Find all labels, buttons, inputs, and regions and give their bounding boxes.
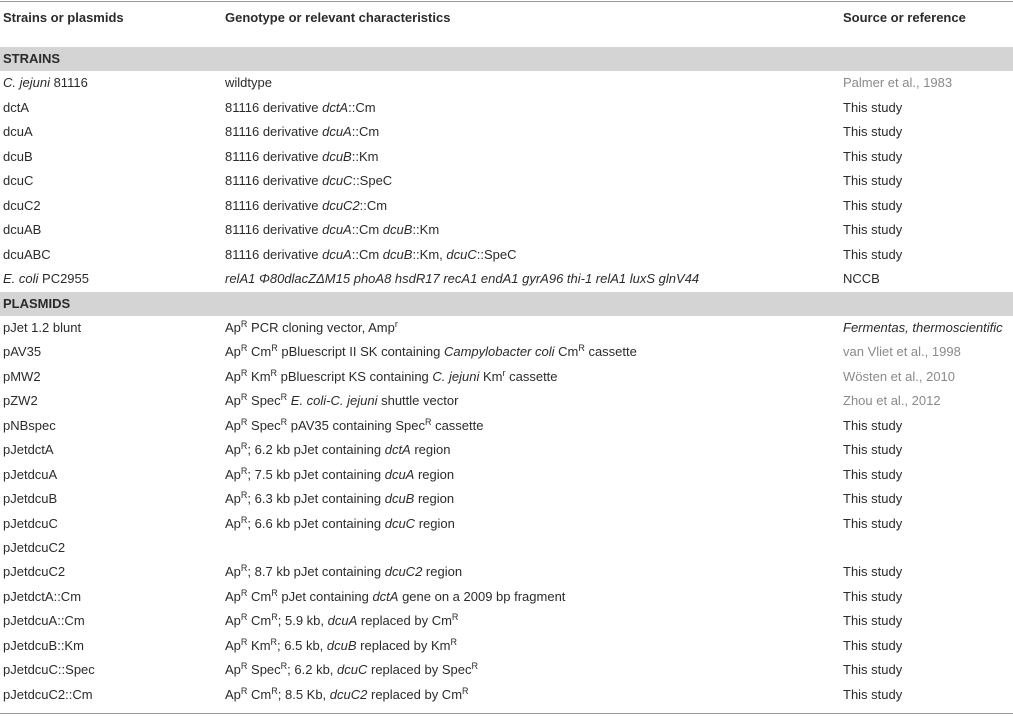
text-run: dcuB	[382, 246, 413, 262]
superscript: R	[240, 514, 248, 525]
strain-plasmid-cell	[3, 340, 41, 364]
text-run: ; 5.9 kb,	[277, 613, 328, 629]
table-row	[0, 316, 1013, 340]
table-header-row	[0, 6, 1013, 30]
table-bottom-rule	[0, 713, 1013, 714]
superscript: R	[240, 636, 248, 647]
text-run: This study	[843, 564, 903, 580]
text-run: Ap	[225, 613, 241, 629]
text-run: PC2955	[38, 271, 89, 287]
text-run: pAV35 containing Spec	[287, 417, 425, 433]
genotype-cell	[225, 267, 699, 291]
text-run: cassette	[431, 417, 484, 433]
text-run: Ap	[225, 662, 241, 678]
strain-plasmid-cell	[3, 414, 56, 438]
text-run: gene on a 2009 bp fragment	[398, 588, 566, 604]
text-run: C. jejuni	[432, 368, 480, 384]
strain-plasmid-cell	[3, 634, 84, 658]
text-run: shuttle vector	[377, 393, 459, 409]
superscript: R	[240, 490, 248, 501]
text-run: dcuA	[3, 124, 33, 140]
text-run: pJetdcuA::Cm	[3, 613, 85, 629]
strain-plasmid-cell	[3, 243, 51, 267]
text-run: dcuA	[322, 124, 352, 140]
text-run: This study	[843, 197, 903, 213]
genotype-cell	[225, 71, 272, 95]
text-run: Cm	[247, 686, 272, 702]
text-run: Ap	[225, 637, 241, 653]
source-cell	[843, 340, 961, 364]
text-run: Spec	[247, 393, 281, 409]
strain-plasmid-cell	[3, 585, 81, 609]
table-row	[0, 634, 1013, 658]
source-cell	[843, 414, 902, 438]
text-run: This study	[843, 613, 903, 629]
text-run: replaced by Cm	[357, 613, 452, 629]
strain-plasmid-cell	[3, 560, 65, 584]
text-run: Ap	[225, 564, 241, 580]
genotype-cell	[225, 634, 457, 658]
text-run: Ap	[225, 686, 241, 702]
text-run: This study	[843, 637, 903, 653]
source-cell	[843, 512, 902, 536]
text-run: dcuA	[384, 466, 415, 482]
source-cell	[843, 658, 902, 682]
strain-plasmid-cell	[3, 120, 33, 144]
genotype-cell	[225, 340, 637, 364]
genotype-cell	[225, 487, 454, 511]
text-run: dctA	[384, 442, 411, 458]
text-run: dctA	[3, 99, 30, 115]
text-run: This study	[843, 173, 903, 189]
superscript: R	[240, 587, 248, 598]
text-run: pJet containing	[277, 588, 373, 604]
superscript: R	[240, 685, 248, 696]
source-cell	[843, 120, 902, 144]
source-cell	[843, 218, 902, 242]
table-row	[0, 536, 1013, 560]
table-row	[0, 340, 1013, 364]
text-run: 81116 derivative	[225, 148, 323, 164]
text-run: C. jejuni	[3, 75, 50, 91]
text-run: Palmer et al., 1983	[843, 75, 953, 91]
table-row	[0, 243, 1013, 267]
source-cell	[843, 634, 902, 658]
text-run: dcuC2	[3, 197, 41, 213]
superscript: R	[240, 563, 248, 574]
text-run: E. coli-C. jejuni	[290, 393, 378, 409]
superscript: R	[240, 318, 248, 329]
text-run: Ap	[225, 515, 241, 531]
text-run: dctA	[372, 588, 399, 604]
text-run: dcuC2	[384, 564, 423, 580]
source-cell	[843, 438, 902, 462]
text-run: pJetdcuC2	[3, 564, 66, 580]
table-row	[0, 389, 1013, 413]
superscript: R	[462, 685, 469, 696]
table-row	[0, 438, 1013, 462]
superscript: R	[240, 661, 248, 672]
source-cell	[843, 487, 902, 511]
text-run: region	[414, 466, 455, 482]
text-run: pJetdcuB	[3, 491, 58, 507]
source-cell	[843, 585, 902, 609]
text-run: ; 6.3 kb pJet containing	[247, 491, 385, 507]
text-run: dcuB	[322, 148, 352, 164]
text-run: This study	[843, 246, 903, 262]
section-label: PLASMIDS	[3, 295, 71, 311]
text-run: ; 6.2 kb pJet containing	[247, 442, 385, 458]
text-run: ::Cm	[348, 99, 376, 115]
text-run: cassette	[584, 344, 637, 360]
source-cell	[843, 560, 902, 584]
text-run: ; 8.5 Kb,	[277, 686, 330, 702]
text-run: dcuB	[384, 491, 415, 507]
text-run: pJetdcuA	[3, 466, 58, 482]
strain-plasmid-cell	[3, 438, 54, 462]
text-run: This study	[843, 124, 903, 140]
text-run: PCR cloning vector, Amp	[247, 319, 395, 335]
genotype-cell	[225, 365, 558, 389]
text-run: replaced by Km	[356, 637, 451, 653]
strain-plasmid-cell	[3, 658, 95, 682]
text-run: NCCB	[843, 271, 880, 287]
strain-plasmid-cell	[3, 463, 57, 487]
genotype-cell	[225, 145, 378, 169]
text-run: pJetdctA	[3, 442, 54, 458]
text-run: relA1 Φ80dlacZΔM15 phoA8 hsdR17 recA1 endA1 gyrA96 thi-1 relA1 luxS glnV44	[225, 271, 700, 287]
table-row	[0, 71, 1013, 95]
text-run: ::Km	[351, 148, 379, 164]
text-run: pBluescript KS containing	[277, 368, 433, 384]
superscript: R	[240, 465, 248, 476]
text-run: ; 7.5 kb pJet containing	[247, 466, 385, 482]
text-run: ::Cm	[359, 197, 388, 213]
text-run: region	[415, 515, 455, 531]
source-cell	[843, 365, 955, 389]
text-run: Spec	[247, 662, 281, 678]
text-run: This study	[843, 466, 903, 482]
superscript: R	[271, 587, 278, 598]
text-run: pJetdcuC2::Cm	[3, 686, 93, 702]
text-run: This study	[843, 515, 903, 531]
source-cell	[843, 609, 902, 633]
text-run: replaced by Cm	[367, 686, 463, 702]
text-run: dcuC	[337, 662, 368, 678]
text-run: dcuC	[446, 246, 477, 262]
superscript: r	[502, 367, 506, 378]
text-run: dcuB	[326, 637, 357, 653]
source-cell	[843, 243, 902, 267]
table-row	[0, 487, 1013, 511]
strain-plasmid-cell	[3, 267, 89, 291]
text-run: Cm	[247, 588, 272, 604]
text-run: Ap	[225, 393, 241, 409]
text-run: ; 6.6 kb pJet containing	[247, 515, 385, 531]
superscript: R	[240, 343, 248, 354]
text-run: pAV35	[3, 344, 42, 360]
superscript: R	[451, 612, 459, 623]
text-run: Ap	[225, 319, 241, 335]
superscript: R	[270, 367, 278, 378]
strain-plasmid-cell	[3, 316, 81, 340]
text-run: dcuABC	[3, 246, 51, 262]
text-run: 81116 derivative	[225, 246, 323, 262]
strain-plasmid-cell	[3, 365, 41, 389]
text-run: pJetdcuC2	[3, 540, 66, 555]
genotype-cell	[225, 560, 462, 584]
table-row	[0, 194, 1013, 218]
source-cell	[843, 96, 902, 120]
section-header-row	[0, 292, 1013, 316]
genotype-cell	[225, 438, 450, 462]
table-row	[0, 512, 1013, 536]
genotype-cell	[225, 463, 454, 487]
table-row	[0, 463, 1013, 487]
text-run: 81116 derivative	[225, 197, 323, 213]
superscript: R	[280, 661, 288, 672]
table-row	[0, 560, 1013, 584]
source-cell	[843, 194, 902, 218]
text-run: region	[414, 491, 455, 507]
strain-plasmid-cell	[3, 536, 65, 560]
text-run: Ap	[225, 344, 241, 360]
superscript: R	[270, 636, 278, 647]
text-run: Km	[247, 368, 271, 384]
text-run: pZW2	[3, 393, 38, 409]
text-run: Cm	[554, 344, 579, 360]
text-run: Wösten et al., 2010	[843, 368, 956, 384]
strain-plasmid-cell	[3, 194, 41, 218]
text-run: This study	[843, 417, 903, 433]
table-row	[0, 609, 1013, 633]
text-run: Ap	[225, 466, 241, 482]
superscript: R	[271, 612, 278, 623]
superscript: R	[240, 416, 248, 427]
text-run: dcuA	[327, 613, 358, 629]
strain-plasmid-cell	[3, 71, 88, 95]
text-run: ::Cm	[351, 246, 383, 262]
text-run: dcuC	[384, 515, 416, 531]
superscript: R	[280, 392, 288, 403]
text-run: Spec	[247, 417, 281, 433]
genotype-cell	[225, 389, 458, 413]
column-header-genotype: Genotype or relevant characteristics	[225, 10, 451, 25]
superscript: R	[280, 416, 288, 427]
table-row	[0, 267, 1013, 291]
genotype-cell	[225, 683, 469, 707]
text-run: This study	[843, 686, 903, 702]
text-run: 81116	[49, 75, 88, 91]
superscript: R	[578, 343, 585, 354]
genotype-cell	[225, 585, 565, 609]
text-run: 81116 derivative	[225, 124, 323, 140]
source-cell	[843, 71, 952, 95]
text-run: Ap	[225, 588, 241, 604]
text-run: Ap	[225, 442, 241, 458]
text-run: Ap	[225, 368, 241, 384]
text-run: dcuA	[322, 246, 352, 262]
text-run: dcuC	[322, 173, 353, 189]
text-run: This study	[843, 588, 903, 604]
section-label: STRAINS	[3, 51, 61, 66]
table-row	[0, 145, 1013, 169]
superscript: R	[240, 441, 248, 452]
text-run: This study	[843, 662, 903, 678]
text-run: pBluescript II SK containing	[277, 344, 444, 360]
text-run: ::Km	[412, 222, 440, 238]
genotype-cell	[225, 316, 398, 340]
superscript: R	[424, 416, 432, 427]
strain-plasmid-cell	[3, 389, 38, 413]
text-run: Fermentas, thermoscientific	[843, 319, 1003, 335]
column-header-source: Source or reference	[843, 10, 966, 25]
source-cell	[843, 683, 902, 707]
genotype-cell	[225, 414, 484, 438]
text-run: dctA	[322, 99, 349, 115]
text-run: Ap	[225, 417, 241, 433]
source-cell	[843, 267, 880, 291]
strain-plasmid-cell	[3, 218, 41, 242]
superscript: R	[471, 661, 478, 672]
text-run: ::SpeC	[476, 246, 517, 262]
text-run: region	[422, 564, 463, 580]
text-run: dcuC2	[329, 686, 368, 702]
text-run: pJetdcuC	[3, 515, 58, 531]
table-row	[0, 365, 1013, 389]
text-run: pJetdctA::Cm	[3, 588, 82, 604]
source-cell	[843, 145, 902, 169]
source-cell	[843, 169, 902, 193]
genotype-cell	[225, 512, 455, 536]
text-run: This study	[843, 442, 903, 458]
genotype-cell	[225, 658, 478, 682]
text-run: dcuC2	[322, 197, 360, 213]
text-run: wildtype	[225, 75, 272, 91]
text-run: Cm	[247, 344, 272, 360]
text-run: 81116 derivative	[225, 173, 323, 189]
text-run: Campylobacter coli	[443, 344, 555, 360]
text-run: dcuC	[3, 173, 34, 189]
strain-plasmid-cell	[3, 683, 93, 707]
text-run: dcuAB	[3, 222, 42, 238]
source-cell	[843, 316, 1003, 340]
table-row	[0, 169, 1013, 193]
text-run: ; 6.5 kb,	[277, 637, 327, 653]
strain-plasmid-cell	[3, 145, 33, 169]
text-run: ::Cm	[351, 124, 380, 140]
text-run: dcuA	[322, 222, 352, 238]
table-row	[0, 120, 1013, 144]
text-run: ::SpeC	[352, 173, 393, 189]
text-run: pJetdcuC::Spec	[3, 662, 95, 678]
source-cell	[843, 389, 941, 413]
superscript: R	[271, 685, 278, 696]
column-header-strains: Strains or plasmids	[3, 10, 124, 25]
text-run: Ap	[225, 491, 241, 507]
table-row	[0, 683, 1013, 707]
superscript: R	[240, 392, 248, 403]
superscript: R	[271, 343, 278, 354]
text-run: E. coli	[3, 271, 39, 287]
text-run: pMW2	[3, 368, 41, 384]
genotype-cell	[225, 120, 379, 144]
text-run: This study	[843, 148, 903, 164]
text-run: Km	[247, 637, 271, 653]
strain-plasmid-cell	[3, 512, 58, 536]
text-run: replaced by Spec	[367, 662, 472, 678]
superscript: r	[394, 318, 398, 329]
genotype-cell	[225, 243, 517, 267]
text-run: 81116 derivative	[225, 99, 323, 115]
text-run: Cm	[247, 613, 272, 629]
genotype-cell	[225, 218, 439, 242]
superscript: R	[450, 636, 457, 647]
text-run: pJet 1.2 blunt	[3, 319, 82, 335]
table-top-rule	[0, 1, 1013, 2]
section-header-row	[0, 47, 1013, 71]
table-row	[0, 96, 1013, 120]
genotype-cell	[225, 609, 458, 633]
text-run: pJetdcuB::Km	[3, 637, 84, 653]
genotype-cell	[225, 96, 376, 120]
text-run: region	[410, 442, 451, 458]
table-row	[0, 414, 1013, 438]
source-cell	[843, 463, 902, 487]
genotype-cell	[225, 194, 387, 218]
strain-plasmid-cell	[3, 609, 85, 633]
table-row	[0, 585, 1013, 609]
strain-plasmid-cell	[3, 96, 29, 120]
text-run: ; 6.2 kb,	[287, 662, 338, 678]
text-run: ::Km,	[412, 246, 447, 262]
text-run: This study	[843, 491, 903, 507]
text-run: ::Cm	[351, 222, 383, 238]
table-row	[0, 658, 1013, 682]
table-row	[0, 218, 1013, 242]
text-run: dcuB	[382, 222, 413, 238]
superscript: R	[240, 612, 248, 623]
text-run: This study	[843, 99, 903, 115]
text-run: Km	[479, 368, 503, 384]
genotype-cell	[225, 169, 392, 193]
text-run: Zhou et al., 2012	[843, 393, 941, 409]
strain-plasmid-cell	[3, 169, 33, 193]
strain-plasmid-cell	[3, 487, 57, 511]
text-run: ; 8.7 kb pJet containing	[247, 564, 385, 580]
text-run: cassette	[505, 368, 558, 384]
text-run: pNBspec	[3, 417, 56, 433]
superscript: R	[240, 367, 248, 378]
text-run: dcuB	[3, 148, 33, 164]
text-run: van Vliet et al., 1998	[843, 344, 961, 360]
text-run: 81116 derivative	[225, 222, 323, 238]
text-run: This study	[843, 222, 903, 238]
